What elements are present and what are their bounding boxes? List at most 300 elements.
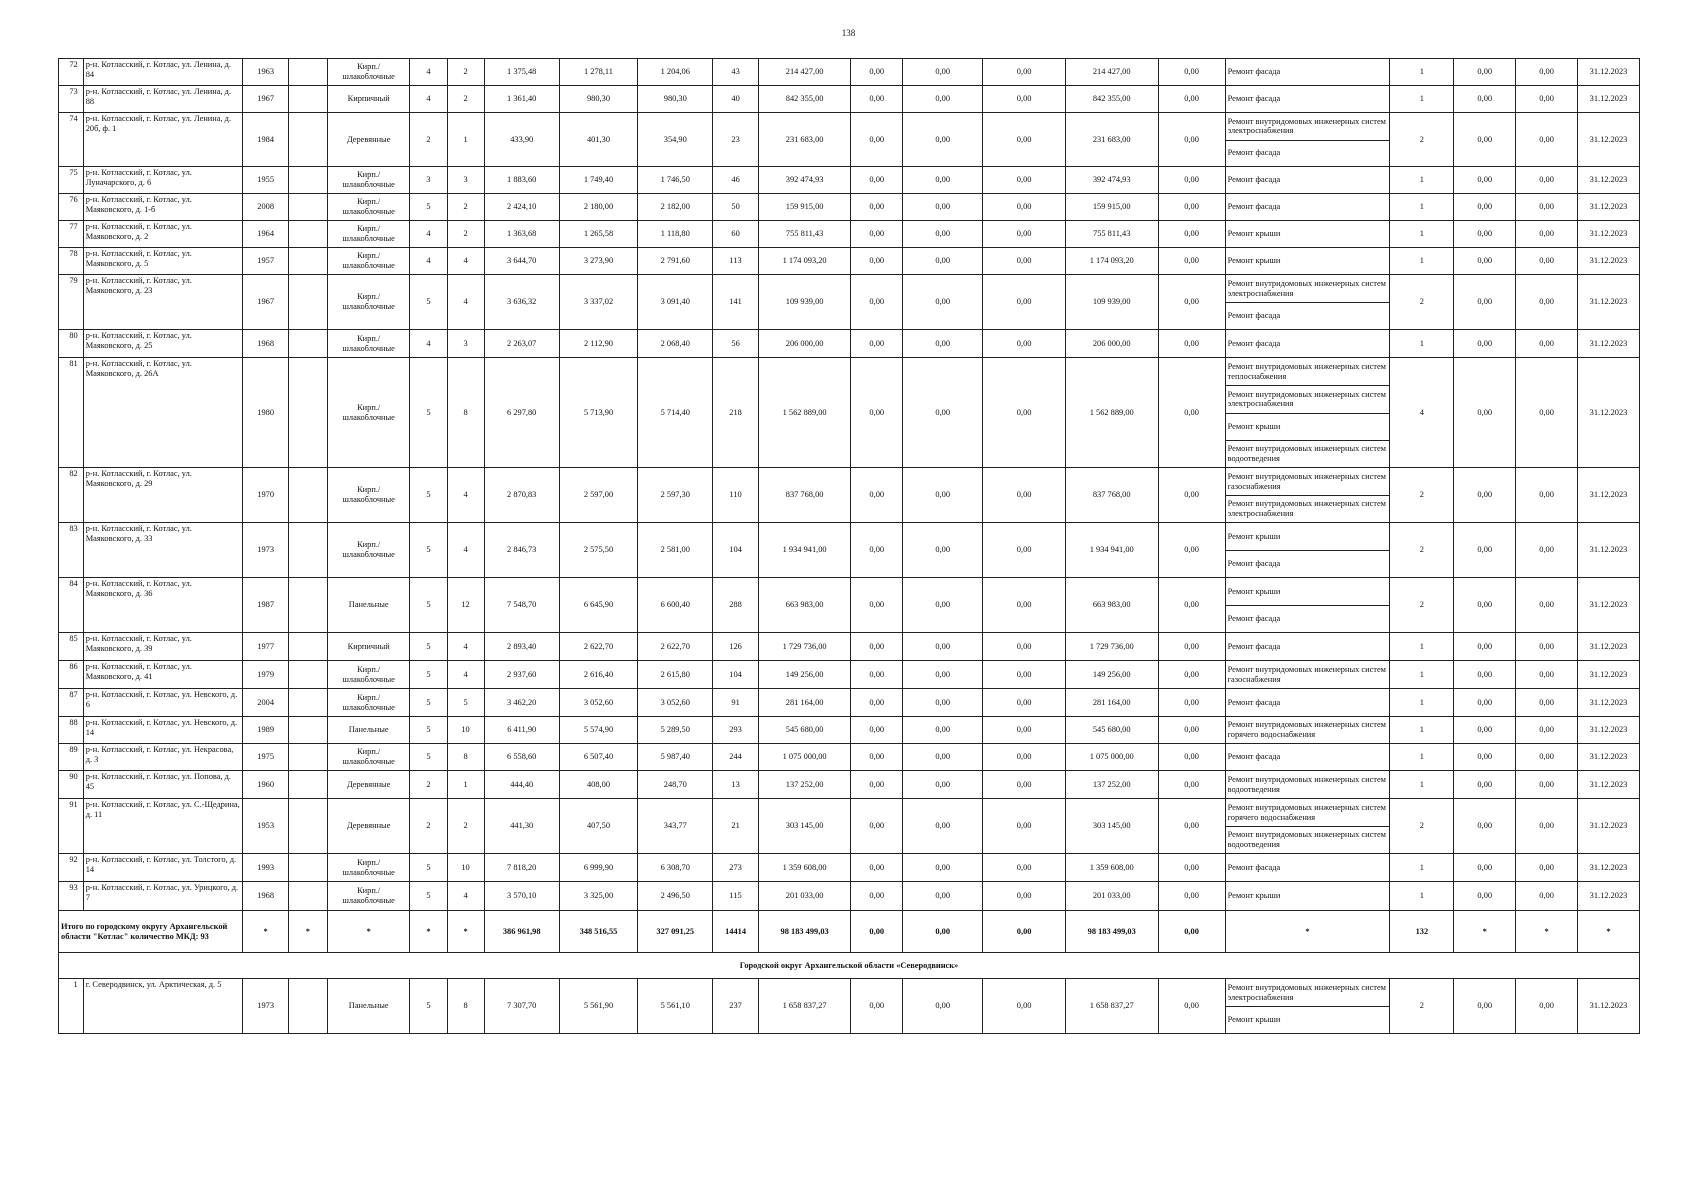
cell-year: 1968 xyxy=(243,330,288,358)
cell-a1: 6 297,80 xyxy=(484,358,559,468)
cell-ent: 4 xyxy=(447,468,484,523)
cell-c3: 0,00 xyxy=(983,689,1065,717)
cell-c3: 0,00 xyxy=(983,744,1065,771)
cell-fl: 3 xyxy=(410,167,447,194)
cell-c5: 0,00 xyxy=(1158,248,1225,275)
cell-year: 1964 xyxy=(243,221,288,248)
cell-a1: 1 883,60 xyxy=(484,167,559,194)
cell-c4: 281 164,00 xyxy=(1065,689,1158,717)
cell-res: 13 xyxy=(713,771,758,799)
cell-res: 288 xyxy=(713,578,758,633)
cell-a1: 7 307,70 xyxy=(484,979,559,1034)
cell-a2: 5 561,90 xyxy=(559,979,637,1034)
cell-ent: 2 xyxy=(447,799,484,854)
cell-v1: 0,00 xyxy=(1454,979,1516,1034)
cell-a2: 1 278,11 xyxy=(559,59,637,86)
cell-a3: 1 118,80 xyxy=(638,221,713,248)
works-cell xyxy=(1225,854,1390,882)
cell-c2: 0,00 xyxy=(903,275,983,330)
cell-mat: Кирп./ шлакоблочные xyxy=(327,358,409,468)
cell-year: 2008 xyxy=(243,194,288,221)
table-row xyxy=(59,330,1640,358)
cell-ent: 2 xyxy=(447,86,484,113)
cell-c1: 0,00 xyxy=(851,689,903,717)
cell-v2: 0,00 xyxy=(1516,468,1578,523)
cell-date: 31.12.2023 xyxy=(1578,468,1640,523)
table-row xyxy=(59,744,1640,771)
cell-fl: 5 xyxy=(410,661,447,689)
cell-res: 110 xyxy=(713,468,758,523)
row-number: 80 xyxy=(59,330,84,358)
cell-cost: 1 729 736,00 xyxy=(758,633,851,661)
cell-mat: Кирпичный xyxy=(327,86,409,113)
cell-cost: 159 915,00 xyxy=(758,194,851,221)
address-cell: р-н. Котласский, г. Котлас, ул. Маяковского, д. 26А xyxy=(83,358,243,468)
address-cell: р-н. Котласский, г. Котлас, ул. Луначарского, д. 6 xyxy=(83,167,243,194)
cell-a1: 3 644,70 xyxy=(484,248,559,275)
row-number: 83 xyxy=(59,523,84,578)
row-number: 91 xyxy=(59,799,84,854)
row-number: 90 xyxy=(59,771,84,799)
cell-c4: 303 145,00 xyxy=(1065,799,1158,854)
cell-c5: 0,00 xyxy=(1158,167,1225,194)
cell-year: 1989 xyxy=(243,717,288,744)
cell-ent: 5 xyxy=(447,689,484,717)
cell-a1: 3 570,10 xyxy=(484,882,559,911)
cell-ent: 1 xyxy=(447,771,484,799)
cell-v1: 0,00 xyxy=(1454,771,1516,799)
address-cell: р-н. Котласский, г. Котлас, ул. Маяковского, д. 25 xyxy=(83,330,243,358)
cell-v2: 0,00 xyxy=(1516,167,1578,194)
cell-blank xyxy=(288,330,327,358)
cell-res: 50 xyxy=(713,194,758,221)
total-cell: * xyxy=(288,911,327,953)
cell-v2: 0,00 xyxy=(1516,979,1578,1034)
cell-res: 113 xyxy=(713,248,758,275)
cell-c3: 0,00 xyxy=(983,854,1065,882)
cell-c5: 0,00 xyxy=(1158,854,1225,882)
cell-v1: 0,00 xyxy=(1454,799,1516,854)
cell-v1: 0,00 xyxy=(1454,358,1516,468)
address-cell: р-н. Котласский, г. Котлас, ул. Некрасова, д. 3 xyxy=(83,744,243,771)
cell-c2: 0,00 xyxy=(903,854,983,882)
cell-c5: 0,00 xyxy=(1158,661,1225,689)
table-row xyxy=(59,248,1640,275)
cell-cost: 1 658 837,27 xyxy=(758,979,851,1034)
cell-c5: 0,00 xyxy=(1158,744,1225,771)
cell-c3: 0,00 xyxy=(983,59,1065,86)
cell-year: 1970 xyxy=(243,468,288,523)
cell-c2: 0,00 xyxy=(903,717,983,744)
work-type: Ремонт крыши xyxy=(1227,586,1281,596)
work-type: Ремонт фасада xyxy=(1227,641,1281,651)
cell-c2: 0,00 xyxy=(903,689,983,717)
cell-a3: 2 622,70 xyxy=(638,633,713,661)
cell-c5: 0,00 xyxy=(1158,221,1225,248)
cell-c4: 755 811,43 xyxy=(1065,221,1158,248)
total-cell: 98 183 499,03 xyxy=(758,911,851,953)
cell-a2: 2 180,00 xyxy=(559,194,637,221)
row-number: 81 xyxy=(59,358,84,468)
cell-a2: 2 575,50 xyxy=(559,523,637,578)
cell-cost: 1 562 889,00 xyxy=(758,358,851,468)
cell-fl: 5 xyxy=(410,523,447,578)
cell-a1: 2 893,40 xyxy=(484,633,559,661)
cell-c4: 109 939,00 xyxy=(1065,275,1158,330)
cell-c3: 0,00 xyxy=(983,86,1065,113)
cell-ent: 10 xyxy=(447,854,484,882)
cell-date: 31.12.2023 xyxy=(1578,799,1640,854)
cell-mat: Кирп./ шлакоблочные xyxy=(327,248,409,275)
cell-cost: 837 768,00 xyxy=(758,468,851,523)
cell-ent: 4 xyxy=(447,248,484,275)
work-type: Ремонт внутридомовых инженерных систем газоснабжения xyxy=(1227,471,1386,491)
cell-fl: 4 xyxy=(410,221,447,248)
work-type: Ремонт внутридомовых инженерных систем горячего водоснабжения xyxy=(1227,720,1386,739)
total-cell: * xyxy=(447,911,484,953)
cell-v2: 0,00 xyxy=(1516,744,1578,771)
cell-c5: 0,00 xyxy=(1158,113,1225,167)
cell-c3: 0,00 xyxy=(983,717,1065,744)
cell-a2: 408,00 xyxy=(559,771,637,799)
cell-cost: 231 683,00 xyxy=(758,113,851,167)
cell-c4: 159 915,00 xyxy=(1065,194,1158,221)
work-type: Ремонт фасада xyxy=(1227,862,1281,872)
address-cell: р-н. Котласский, г. Котлас, ул. Невского, д. 6 xyxy=(83,689,243,717)
cell-v1: 0,00 xyxy=(1454,468,1516,523)
cell-year: 1953 xyxy=(243,799,288,854)
cell-c4: 1 174 093,20 xyxy=(1065,248,1158,275)
cell-c1: 0,00 xyxy=(851,358,903,468)
cell-year: 2004 xyxy=(243,689,288,717)
cell-cost: 109 939,00 xyxy=(758,275,851,330)
work-type: Ремонт внутридомовых инженерных систем водоотведения xyxy=(1227,774,1386,794)
cell-blank xyxy=(288,771,327,799)
cell-mat: Деревянные xyxy=(327,771,409,799)
cell-c2: 0,00 xyxy=(903,167,983,194)
cell-res: 237 xyxy=(713,979,758,1034)
cell-res: 244 xyxy=(713,744,758,771)
cell-c5: 0,00 xyxy=(1158,882,1225,911)
address-cell: р-н. Котласский, г. Котлас, ул. Ленина, д. 88 xyxy=(83,86,243,113)
cell-a1: 433,90 xyxy=(484,113,559,167)
cell-fl: 5 xyxy=(410,578,447,633)
cell-cnt: 1 xyxy=(1390,854,1454,882)
cell-v2: 0,00 xyxy=(1516,771,1578,799)
cell-cnt: 2 xyxy=(1390,979,1454,1034)
cell-a2: 980,30 xyxy=(559,86,637,113)
cell-year: 1980 xyxy=(243,358,288,468)
cell-cnt: 1 xyxy=(1390,330,1454,358)
table-row xyxy=(59,771,1640,799)
works-cell xyxy=(1225,771,1390,799)
cell-date: 31.12.2023 xyxy=(1578,194,1640,221)
cell-c3: 0,00 xyxy=(983,113,1065,167)
table-row xyxy=(59,221,1640,248)
cell-blank xyxy=(288,979,327,1034)
cell-cost: 663 983,00 xyxy=(758,578,851,633)
cell-year: 1993 xyxy=(243,854,288,882)
cell-year: 1967 xyxy=(243,86,288,113)
address-cell: р-н. Котласский, г. Котлас, ул. Невского, д. 14 xyxy=(83,717,243,744)
cell-a3: 248,70 xyxy=(638,771,713,799)
cell-a3: 5 289,50 xyxy=(638,717,713,744)
cell-c1: 0,00 xyxy=(851,882,903,911)
work-type: Ремонт внутридомовых инженерных систем электроснабжения xyxy=(1227,116,1386,136)
cell-cost: 149 256,00 xyxy=(758,661,851,689)
cell-v2: 0,00 xyxy=(1516,248,1578,275)
cell-a2: 2 112,90 xyxy=(559,330,637,358)
total-label: Итого по городскому округу Архангельской области "Котлас" количество МКД: 93 xyxy=(59,911,243,953)
cell-a3: 2 182,00 xyxy=(638,194,713,221)
cell-v2: 0,00 xyxy=(1516,221,1578,248)
row-number: 92 xyxy=(59,854,84,882)
cell-v2: 0,00 xyxy=(1516,633,1578,661)
cell-year: 1968 xyxy=(243,882,288,911)
cell-a2: 3 273,90 xyxy=(559,248,637,275)
cell-a3: 5 561,10 xyxy=(638,979,713,1034)
cell-c5: 0,00 xyxy=(1158,59,1225,86)
address-cell: р-н. Котласский, г. Котлас, ул. Ленина, д. 84 xyxy=(83,59,243,86)
works-cell xyxy=(1225,689,1390,717)
work-type: Ремонт фасада xyxy=(1227,67,1281,77)
cell-a1: 3 462,20 xyxy=(484,689,559,717)
cell-blank xyxy=(288,689,327,717)
cell-mat: Кирп./ шлакоблочные xyxy=(327,59,409,86)
cell-res: 56 xyxy=(713,330,758,358)
cell-a2: 401,30 xyxy=(559,113,637,167)
cell-date: 31.12.2023 xyxy=(1578,113,1640,167)
cell-c1: 0,00 xyxy=(851,771,903,799)
cell-c4: 392 474,93 xyxy=(1065,167,1158,194)
cell-c1: 0,00 xyxy=(851,717,903,744)
address-cell: р-н. Котласский, г. Котлас, ул. Маяковского, д. 41 xyxy=(83,661,243,689)
cell-cost: 1 075 000,00 xyxy=(758,744,851,771)
cell-c4: 1 729 736,00 xyxy=(1065,633,1158,661)
cell-c1: 0,00 xyxy=(851,194,903,221)
row-number: 86 xyxy=(59,661,84,689)
cell-res: 293 xyxy=(713,717,758,744)
table-row xyxy=(59,633,1640,661)
cell-a1: 7 548,70 xyxy=(484,578,559,633)
works-cell xyxy=(1225,221,1390,248)
cell-c2: 0,00 xyxy=(903,59,983,86)
cell-a2: 407,50 xyxy=(559,799,637,854)
work-type: Ремонт фасада xyxy=(1226,302,1390,329)
cell-year: 1960 xyxy=(243,771,288,799)
cell-a3: 2 791,60 xyxy=(638,248,713,275)
cell-c5: 0,00 xyxy=(1158,86,1225,113)
works-cell xyxy=(1225,167,1390,194)
cell-a2: 3 337,02 xyxy=(559,275,637,330)
total-cell: * xyxy=(1454,911,1516,953)
cell-blank xyxy=(288,248,327,275)
total-cell: 0,00 xyxy=(983,911,1065,953)
cell-c2: 0,00 xyxy=(903,799,983,854)
cell-blank xyxy=(288,578,327,633)
total-cell: 132 xyxy=(1390,911,1454,953)
cell-v2: 0,00 xyxy=(1516,717,1578,744)
cell-date: 31.12.2023 xyxy=(1578,854,1640,882)
cell-cost: 1 934 941,00 xyxy=(758,523,851,578)
row-number: 74 xyxy=(59,113,84,167)
work-type: Ремонт внутридомовых инженерных систем горячего водоснабжения xyxy=(1227,802,1386,822)
cell-res: 273 xyxy=(713,854,758,882)
table-row xyxy=(59,979,1640,1034)
cell-mat: Кирп./ шлакоблочные xyxy=(327,167,409,194)
cell-v1: 0,00 xyxy=(1454,882,1516,911)
total-cell: 348 516,55 xyxy=(559,911,637,953)
cell-c5: 0,00 xyxy=(1158,717,1225,744)
cell-fl: 5 xyxy=(410,194,447,221)
cell-c4: 837 768,00 xyxy=(1065,468,1158,523)
table-body xyxy=(59,59,1640,1034)
cell-c1: 0,00 xyxy=(851,744,903,771)
row-number: 77 xyxy=(59,221,84,248)
work-type: Ремонт внутридомовых инженерных систем электроснабжения xyxy=(1227,278,1386,298)
cell-fl: 4 xyxy=(410,59,447,86)
works-cell xyxy=(1225,578,1390,633)
work-type: Ремонт фасада xyxy=(1227,338,1281,348)
cell-v2: 0,00 xyxy=(1516,358,1578,468)
cell-v2: 0,00 xyxy=(1516,578,1578,633)
cell-cost: 842 355,00 xyxy=(758,86,851,113)
cell-a3: 2 068,40 xyxy=(638,330,713,358)
cell-date: 31.12.2023 xyxy=(1578,86,1640,113)
cell-date: 31.12.2023 xyxy=(1578,167,1640,194)
row-number: 84 xyxy=(59,578,84,633)
cell-c4: 214 427,00 xyxy=(1065,59,1158,86)
cell-date: 31.12.2023 xyxy=(1578,330,1640,358)
cell-blank xyxy=(288,358,327,468)
cell-c4: 1 359 608,00 xyxy=(1065,854,1158,882)
cell-c5: 0,00 xyxy=(1158,358,1225,468)
work-type: Ремонт внутридомовых инженерных систем электроснабжения xyxy=(1226,385,1390,412)
cell-c4: 201 033,00 xyxy=(1065,882,1158,911)
cell-cnt: 1 xyxy=(1390,59,1454,86)
cell-blank xyxy=(288,854,327,882)
cell-cnt: 1 xyxy=(1390,167,1454,194)
cell-date: 31.12.2023 xyxy=(1578,744,1640,771)
work-type: Ремонт внутридомовых инженерных систем газоснабжения xyxy=(1227,664,1386,684)
cell-ent: 12 xyxy=(447,578,484,633)
table-row xyxy=(59,578,1640,633)
cell-mat: Кирп./ шлакоблочные xyxy=(327,523,409,578)
work-type: Ремонт фасада xyxy=(1227,697,1281,707)
address-cell: г. Северодвинск, ул. Арктическая, д. 5 xyxy=(83,979,243,1034)
cell-fl: 2 xyxy=(410,799,447,854)
works-cell xyxy=(1225,275,1390,330)
cell-blank xyxy=(288,523,327,578)
cell-c3: 0,00 xyxy=(983,194,1065,221)
cell-res: 104 xyxy=(713,661,758,689)
work-type: Ремонт фасада xyxy=(1227,752,1281,762)
row-number: 88 xyxy=(59,717,84,744)
cell-fl: 4 xyxy=(410,248,447,275)
cell-c3: 0,00 xyxy=(983,578,1065,633)
cell-fl: 2 xyxy=(410,771,447,799)
cell-cnt: 1 xyxy=(1390,744,1454,771)
cell-blank xyxy=(288,717,327,744)
table-row xyxy=(59,194,1640,221)
table-row xyxy=(59,799,1640,854)
cell-blank xyxy=(288,194,327,221)
work-type: Ремонт крыши xyxy=(1227,531,1281,541)
total-cell: 14414 xyxy=(713,911,758,953)
cell-date: 31.12.2023 xyxy=(1578,275,1640,330)
table-row xyxy=(59,661,1640,689)
work-type: Ремонт крыши xyxy=(1226,413,1390,440)
cell-cost: 303 145,00 xyxy=(758,799,851,854)
cell-a2: 6 507,40 xyxy=(559,744,637,771)
cell-c4: 1 658 837,27 xyxy=(1065,979,1158,1034)
cell-fl: 5 xyxy=(410,717,447,744)
cell-cost: 214 427,00 xyxy=(758,59,851,86)
works-cell xyxy=(1225,113,1390,167)
cell-fl: 5 xyxy=(410,854,447,882)
cell-blank xyxy=(288,86,327,113)
cell-v1: 0,00 xyxy=(1454,689,1516,717)
table-row xyxy=(59,59,1640,86)
cell-res: 141 xyxy=(713,275,758,330)
work-type: Ремонт фасада xyxy=(1226,605,1390,632)
cell-cost: 545 680,00 xyxy=(758,717,851,744)
cell-blank xyxy=(288,882,327,911)
cell-cnt: 1 xyxy=(1390,633,1454,661)
cell-c4: 206 000,00 xyxy=(1065,330,1158,358)
cell-date: 31.12.2023 xyxy=(1578,578,1640,633)
work-type: Ремонт фасада xyxy=(1227,94,1281,104)
cell-a1: 2 870,83 xyxy=(484,468,559,523)
cell-res: 46 xyxy=(713,167,758,194)
cell-c4: 663 983,00 xyxy=(1065,578,1158,633)
works-cell xyxy=(1225,358,1390,468)
cell-cnt: 1 xyxy=(1390,86,1454,113)
cell-ent: 8 xyxy=(447,979,484,1034)
work-type: Ремонт крыши xyxy=(1227,891,1281,901)
cell-v1: 0,00 xyxy=(1454,86,1516,113)
row-number: 87 xyxy=(59,689,84,717)
works-cell xyxy=(1225,523,1390,578)
cell-cost: 392 474,93 xyxy=(758,167,851,194)
cell-ent: 2 xyxy=(447,59,484,86)
address-cell: р-н. Котласский, г. Котлас, ул. Толстого, д. 14 xyxy=(83,854,243,882)
address-cell: р-н. Котласский, г. Котлас, ул. С.-Щедрина, д. 11 xyxy=(83,799,243,854)
cell-a2: 2 616,40 xyxy=(559,661,637,689)
works-cell xyxy=(1225,633,1390,661)
cell-fl: 5 xyxy=(410,689,447,717)
row-number: 93 xyxy=(59,882,84,911)
cell-v1: 0,00 xyxy=(1454,633,1516,661)
cell-c1: 0,00 xyxy=(851,167,903,194)
work-type: Ремонт крыши xyxy=(1227,229,1281,239)
cell-a3: 6 308,70 xyxy=(638,854,713,882)
cell-mat: Кирп./ шлакоблочные xyxy=(327,330,409,358)
cell-c2: 0,00 xyxy=(903,578,983,633)
cell-cost: 1 174 093,20 xyxy=(758,248,851,275)
cell-cost: 137 252,00 xyxy=(758,771,851,799)
cell-c1: 0,00 xyxy=(851,578,903,633)
cell-v2: 0,00 xyxy=(1516,799,1578,854)
cell-ent: 4 xyxy=(447,633,484,661)
cell-cnt: 1 xyxy=(1390,882,1454,911)
cell-mat: Панельные xyxy=(327,717,409,744)
address-cell: р-н. Котласский, г. Котлас, ул. Маяковского, д. 29 xyxy=(83,468,243,523)
cell-ent: 4 xyxy=(447,275,484,330)
row-number: 89 xyxy=(59,744,84,771)
cell-year: 1967 xyxy=(243,275,288,330)
table-row xyxy=(59,275,1640,330)
